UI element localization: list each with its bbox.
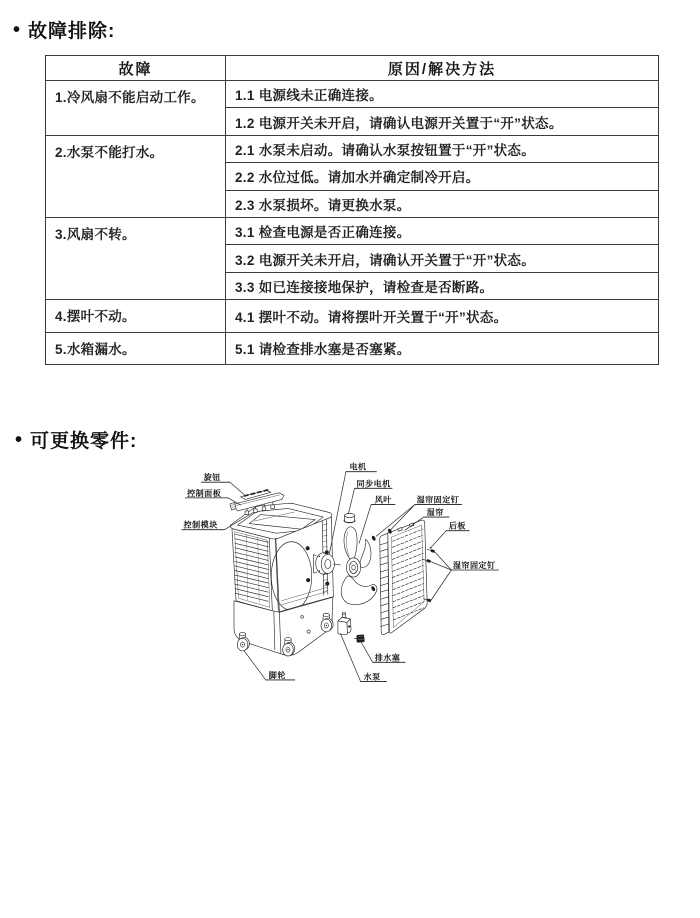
label-back-panel: 后板 [448,521,466,531]
fault-cell: 3.风扇不转。 [46,217,226,299]
bullet-icon: • [15,428,24,451]
cooler-cabinet-drawing [230,501,333,656]
solution-cell: 2.1 水泵未启动。请确认水泵按钮置于“开”状态。 [226,135,659,162]
solution-cell: 1.1 电源线未正确连接。 [226,81,659,108]
table-header-row [46,56,659,81]
diagram-labels [182,462,499,682]
motor-drawing [314,553,341,574]
bullet-icon: • [13,18,22,41]
water-pump-drawing [338,612,351,634]
section-title-text: 故障排除: [28,21,116,42]
label-fan-blade: 风叶 [374,495,392,505]
fault-cell: 2.水泵不能打水。 [46,135,226,217]
solution-cell: 2.2 水位过低。请加水并确定制冷开启。 [226,163,659,190]
section-title-text: 可更换零件: [30,431,138,452]
label-drain-plug: 排水塞 [374,653,401,663]
fault-cell: 5.水箱漏水。 [46,332,226,364]
label-control-module: 控制模块 [183,520,218,530]
label-curtain-pin-right: 湿帘固定钉 [452,560,496,570]
solution-cell: 1.2 电源开关未开启，请确认电源开关置于“开”状态。 [226,108,659,135]
label-wet-curtain: 湿帘 [426,508,444,518]
fault-cell: 1.冷风扇不能启动工作。 [46,81,226,136]
back-panel-drawing [380,520,427,635]
label-curtain-pin-top: 湿帘固定钉 [416,495,460,505]
solution-cell: 4.1 摆叶不动。请将摆叶开关置于“开”状态。 [226,300,659,332]
fault-cell: 4.摆叶不动。 [46,300,226,332]
solution-cell: 5.1 请检查排水塞是否塞紧。 [226,332,659,364]
section-title-troubleshooting [13,16,115,43]
label-control-panel: 控制面板 [187,488,222,498]
label-knob: 旋钮 [203,473,221,483]
fan-blade-drawing [341,527,377,605]
troubleshooting-table-body [46,81,659,365]
header-fault: 故障 [46,56,226,81]
section-title-parts [15,426,137,453]
exploded-parts-diagram [0,455,700,918]
solution-cell: 3.2 电源开关未开启，请确认开关置于“开”状态。 [226,245,659,272]
label-water-pump: 水泵 [363,672,381,682]
solution-cell: 3.1 检查电源是否正确连接。 [226,217,659,244]
troubleshooting-table [45,55,659,365]
solution-cell: 2.3 水泵损坏。请更换水泵。 [226,190,659,217]
drain-plug-drawing [355,635,365,643]
sync-motor-drawing [344,514,355,523]
label-caster: 脚轮 [268,670,286,680]
table-row [46,217,659,244]
table-row [46,81,659,108]
header-solution: 原因/解决方法 [226,56,659,81]
label-motor: 电机 [349,462,367,472]
table-row [46,332,659,364]
table-row [46,300,659,332]
solution-cell: 3.3 如已连接接地保护，请检查是否断路。 [226,272,659,299]
label-sync-motor: 同步电机 [356,479,391,489]
table-row [46,135,659,162]
